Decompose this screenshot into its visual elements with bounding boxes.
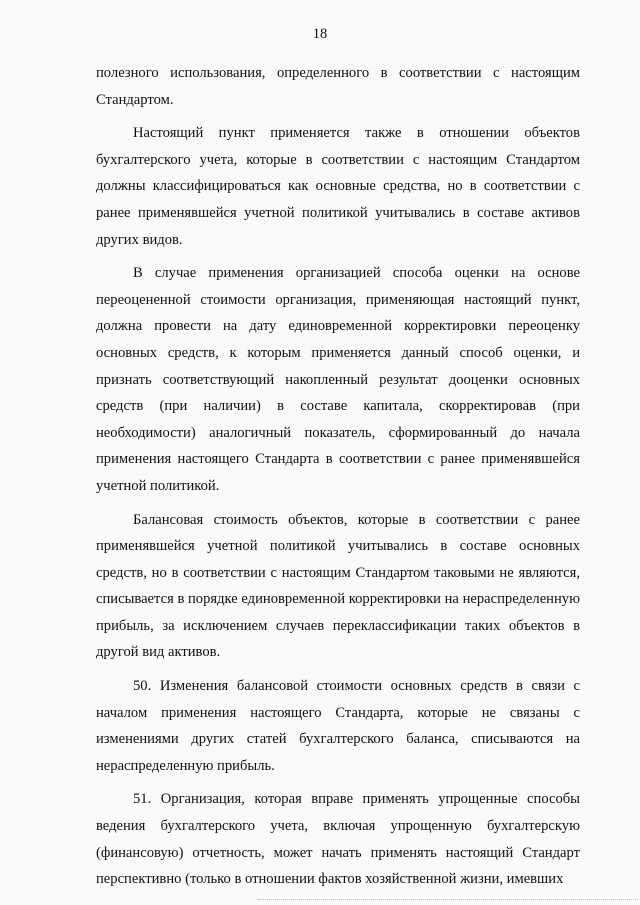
paragraph-item-50: 50. Изменения балансовой стоимости основных средств в связи с началом применения настоящего Стандарта, которые не связаны с изменениями других статей бухгалтерского баланса, списываются на нераспределенную прибыль. (96, 678, 580, 774)
paragraph: Настоящий пункт применяется также в отношении объектов бухгалтерского учета, которые в соответствии с настоящим Стандартом должны классифицироваться как основные средства, но в соответствии с ранее применявшейся учетной политикой учитывались в составе активов других видов. (96, 125, 580, 248)
paragraph: Балансовая стоимость объектов, которые в соответствии с ранее применявшейся учетной политикой учитывались в составе основных средств, но в соответствии с настоящим Стандартом таковыми не являются, списывается в порядке единовременной корректировки на нераспределенную прибыль, за исключением случаев переклассификации таких объектов в другой вид активов. (96, 511, 580, 661)
document-body (96, 60, 580, 900)
paragraph-item-51: 51. Организация, которая вправе применять упрощенные способы ведения бухгалтерского учета, включая упрощенную бухгалтерскую (финансовую) отчетность, может начать применять настоящий Стандарт перспективно (только в отношении фактов хозяйственной жизни, имевших (96, 791, 580, 888)
page-number: 18 (312, 26, 328, 42)
page-bottom-edge (258, 899, 638, 901)
paragraph: В случае применения организацией способа оценки на основе переоцененной стоимости организация, применяющая настоящий пункт, должна провести на дату единовременной корректировки переоценку основных средств, к которым применяется данный способ оценки, и признать соответствующий накопленный результат дооценки основных средств (при наличии) в составе капитала, скорректировав (при необходимости) аналогичный показатель, сформированный до начала применения настоящего Стандарта в соответствии с ранее применявшейся учетной политикой. (96, 265, 580, 494)
paragraph-continuation: полезного использования, определенного в соответствии с настоящим Стандартом. (96, 65, 580, 108)
